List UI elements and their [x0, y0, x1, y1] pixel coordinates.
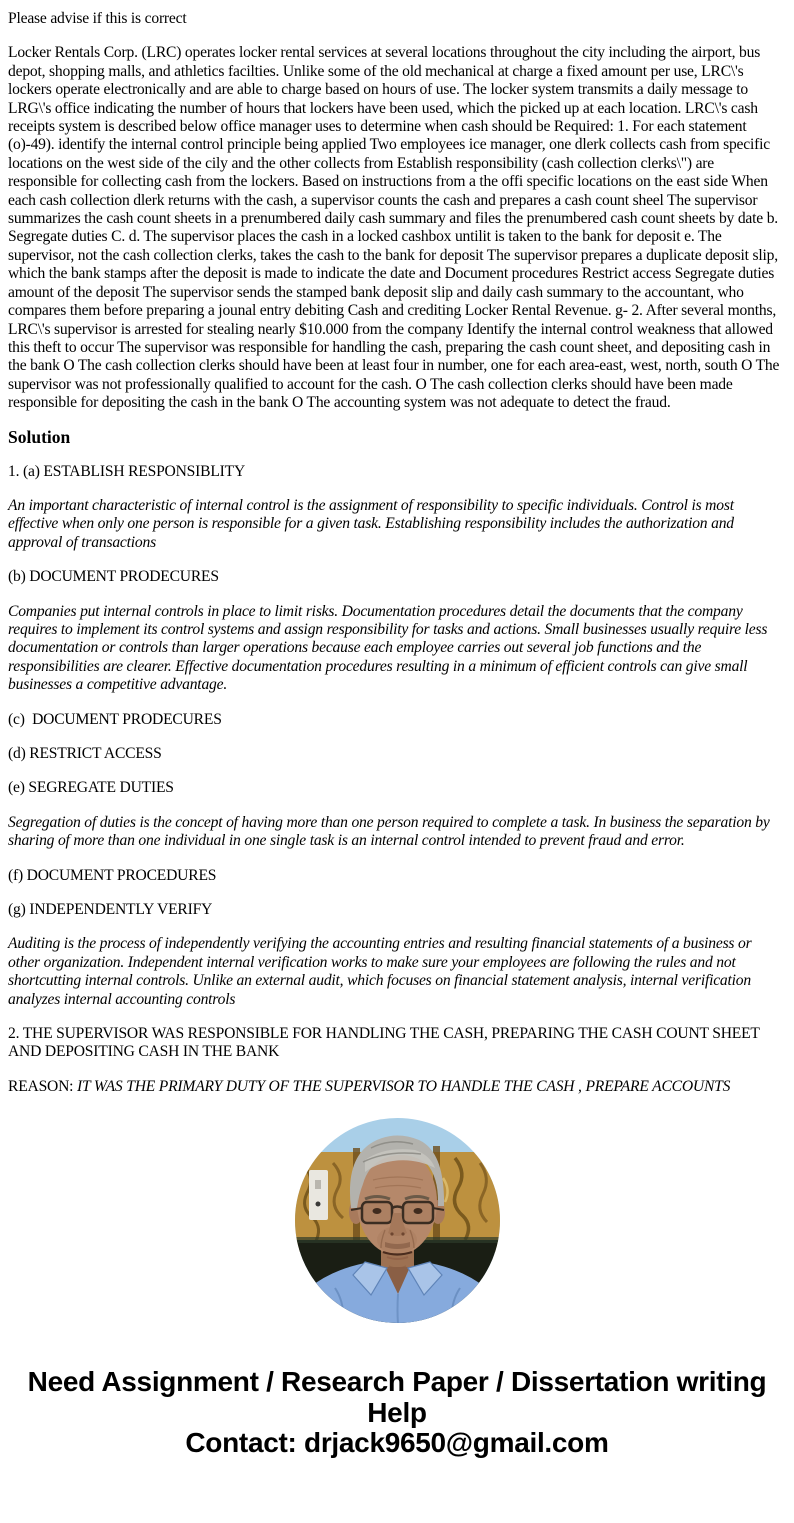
reason-label: REASON: — [8, 1077, 78, 1095]
intro-line: Please advise if this is correct — [8, 10, 187, 27]
avatar-switch-plate — [309, 1170, 328, 1220]
solution-explanation-b: Companies put internal controls in place to limit risks. Documentation procedures detail the documents that the company requires to implement its control systems and assign responsibility for tasks and actions. Small businesses usually require less documentation or controls than larger operations because each employee carries out several job functions and the responsibilities are clearer. Effective documentation procedures resulting in a minimum of efficient controls can give small businesses a competitive advantage. — [8, 602, 768, 694]
avatar-switch — [315, 1202, 320, 1207]
footer-headline: Need Assignment / Research Paper / Dissertation writing Help — [27, 1366, 767, 1428]
reason-line — [8, 1078, 786, 1096]
solution-point-e: (e) SEGREGATE DUTIES — [8, 779, 174, 797]
tutor-photo-container — [8, 1118, 786, 1323]
question-paragraph: Locker Rentals Corp. (LRC) operates locker rental services at several locations throughout the city including the airport, bus depot, shopping malls, and athletics facilties. Unlike some of the old mechanical at charge a fixed amount per use, LRC\'s lockers operate electronically and are able to charge based on hours of use. The locker system transmits a daily message to LRG\'s office indicating the number of hours that lockers have been used, which the picked up at each location. LRC\'s cash receipts system is described below office manager uses to determine when cash should be Required: 1. For each statement (o)-49). identify the internal control principle being applied Two employees ice manager, one dlerk collects cash from specific locations on the west side of the cily and the other collects from Establish responsibility (cash collection clerks\") are responsible for collecting cash from the lockers. Based on instructions from a the offi specific locations on the east side When each cash collection dlerk returns with the cash, a supervisor counts the cash and prepares a cash count sheel The supervisor summarizes the cash count sheets in a prenumbered daily cash summary and files the prenumbered cash count sheets by date b. Segregate duties C. d. The supervisor places the cash in a locked cashbox untilit is taken to the bank for deposit e. The supervisor, not the cash collection clerks, takes the cash to the bank for deposit The supervisor prepares a duplicate deposit slip, which the bank stamps after the deposit is made to indicate the date and Document procedures Restrict access Segregate duties amount of the deposit The supervisor sends the stamped bank deposit slip and daily cash summary to the accountant, who compares them before preparing a jounal entry debiting Cash and crediting Locker Rental Revenue. g- 2. After several months, LRC\'s supervisor is arrested for stealing nearly $10.000 from the company Identify the internal control weakness that allowed this theft to occur The supervisor was responsible for handling the cash, preparing the cash count sheet, and depositing cash in the bank O The cash collection clerks should have been at least four in number, one for each area-east, west, north, south O The supervisor was not professionally qualified to account for the cash. O The cash collection clerks should have been made responsible for depositing the cash in the bank O The accounting system was not adequate to detect the fraud. — [8, 44, 780, 412]
footer-contact: Contact: drjack9650@gmail.com — [185, 1427, 609, 1459]
avatar-nostril — [401, 1233, 404, 1236]
solution-point-d: (d) RESTRICT ACCESS — [8, 745, 162, 762]
footer-ad — [8, 1367, 786, 1459]
solution-explanation-a: An important characteristic of internal control is the assignment of responsibility to specific individuals. Control is most effective when only one person is responsible for a given task. Establishing responsibility includes the authorization and approval of transactions — [8, 496, 734, 551]
solution-point-2: 2. THE SUPERVISOR WAS RESPONSIBLE FOR HANDLING THE CASH, PREPARING THE CASH COUNT SHEET AND DEPOSITING CASH IN THE BANK — [8, 1025, 763, 1061]
solution-point-1a: 1. (a) ESTABLISH RESPONSIBLITY — [8, 462, 246, 480]
solution-point-b: (b) DOCUMENT PRODECURES — [8, 568, 219, 586]
avatar-glasses-lens-left — [362, 1202, 392, 1223]
reason-text: IT WAS THE PRIMARY DUTY OF THE SUPERVISOR TO HANDLE THE CASH , PREPARE ACCOUNTS — [77, 1077, 731, 1095]
avatar-switch — [315, 1180, 321, 1189]
avatar-shirt-placket — [397, 1294, 398, 1323]
solution-point-f: (f) DOCUMENT PROCEDURES — [8, 866, 217, 884]
avatar-nostril — [390, 1233, 393, 1236]
avatar-glasses-lens-right — [403, 1202, 433, 1223]
solution-explanation-e: Segregation of duties is the concept of having more than one person required to complete a task. In business the separation by sharing of more than one individual in one single task is an internal control intended to prevent fraud and error. — [8, 813, 770, 850]
tutor-avatar-image — [295, 1118, 500, 1323]
solution-point-c: (c) DOCUMENT PRODECURES — [8, 710, 222, 728]
solution-point-g: (g) INDEPENDENTLY VERIFY — [8, 901, 213, 919]
solution-heading: Solution — [8, 426, 71, 447]
solution-explanation-g: Auditing is the process of independently verifying the accounting entries and resulting financial statements of a business or other organization. Independent internal verification works to make sure your employees are following the rules and not shortcutting internal controls. Unlike an external audit, which focuses on financial statement analysis, internal verification analyzes internal accounting controls — [8, 935, 752, 1008]
